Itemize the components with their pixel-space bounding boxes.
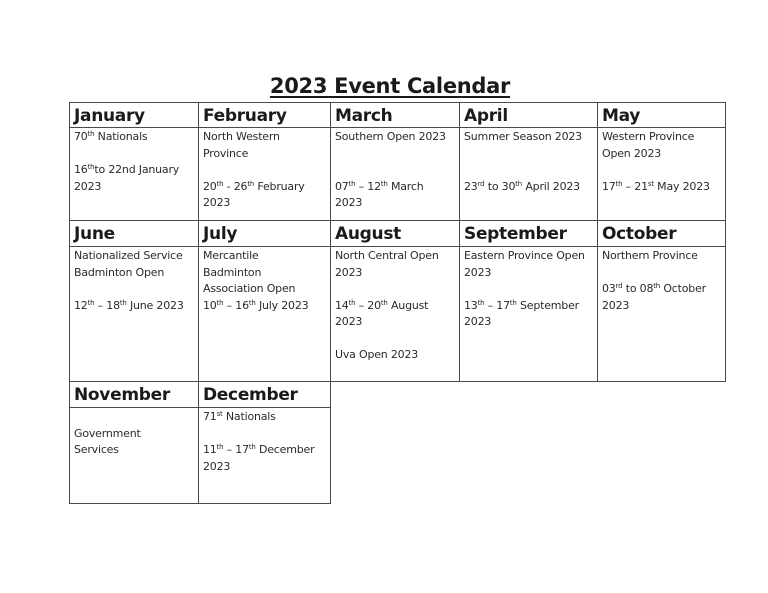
ordinal-suffix: th [515,179,523,188]
month-header-july: July [198,220,331,247]
event-text-line: Province [203,146,249,160]
ordinal-suffix: st [647,179,654,188]
event-text-line: Nationalized Service [74,249,183,262]
event-text-line: Open 2023 [602,146,662,160]
event-text-line: 07th – 12th March [335,179,424,193]
month-header-april: April [459,102,598,128]
month-header-october: October [597,220,726,247]
event-text-line: 03rd to 08th October [602,282,706,295]
event-text-line: Badminton Open [74,265,165,279]
month-header-february: February [198,102,331,128]
ordinal-suffix: rd [477,179,485,188]
event-text-line: Association Open [203,282,296,295]
event-text-line: North Central Open [335,249,439,262]
event-text-line: 12th – 18th June 2023 [74,298,184,312]
month-events-october [597,246,726,382]
month-events-august [330,246,460,382]
month-events-february [198,127,331,221]
ordinal-suffix: th [615,179,623,188]
event-text-line: Eastern Province Open [464,249,585,262]
month-header-november: November [69,381,199,408]
event-text-line: 70th Nationals [74,130,148,143]
event-text-line: 13th – 17th September [464,298,579,312]
blank-line [203,162,327,179]
month-events-april [459,127,598,221]
ordinal-suffix: th [477,298,485,307]
month-events-december [198,407,331,504]
blank-line [203,426,327,443]
blank-line [74,281,195,298]
month-header-january: January [69,102,199,128]
event-text-line: 2023 [203,459,231,473]
event-text-line: 2023 [335,315,363,328]
ordinal-suffix: th [87,163,95,171]
month-events-january [69,127,199,221]
ordinal-suffix: th [216,298,224,307]
ordinal-suffix: th [348,298,356,307]
event-text-line: 17th – 21st May 2023 [602,179,710,193]
event-text-line: Badminton [203,265,262,279]
blank-line [464,162,594,179]
month-events-september [459,246,598,382]
event-text-line: 2023 [464,265,492,279]
blank-line [602,162,722,179]
month-header-december: December [198,381,331,408]
month-events-november [69,407,199,504]
month-events-july [198,246,331,382]
month-header-august: August [330,220,460,247]
month-events-march [330,127,460,221]
ordinal-suffix: th [216,179,224,188]
event-text-line: 2023 [335,196,363,209]
month-header-june: June [69,220,199,247]
blank-line [464,146,594,163]
event-text-line: 2023 [74,179,102,193]
ordinal-suffix: th [380,298,388,307]
blank-line [464,281,594,298]
month-events-june [69,246,199,382]
month-header-may: May [597,102,726,128]
ordinal-suffix: rd [615,282,623,290]
ordinal-suffix: th [248,298,256,307]
ordinal-suffix: th [119,298,127,307]
blank-line [335,162,456,179]
blank-line [335,331,456,348]
ordinal-suffix: th [380,179,388,188]
page-title: 2023 Event Calendar [269,74,511,98]
ordinal-suffix: th [87,298,95,307]
event-text-line: North Western [203,130,280,143]
ordinal-suffix: th [248,443,256,451]
ordinal-suffix: th [509,298,517,307]
event-text-line: 71st Nationals [203,410,276,423]
blank-line [74,146,195,163]
event-text-line: 23rd to 30th April 2023 [464,179,580,193]
event-text-line: 16thto 22nd January [74,163,180,176]
event-text-line: Western Province [602,130,695,143]
event-text-line: 20th - 26th February [203,179,305,193]
ordinal-suffix: th [348,179,356,188]
event-text-line: 2023 [335,265,363,279]
event-text-line: Mercantile [203,249,259,262]
event-text-line: 2023 [602,298,630,312]
month-header-march: March [330,102,460,128]
event-text-line: 10th – 16th July 2023 [203,298,309,312]
ordinal-suffix: th [247,179,255,188]
event-text-line: 11th – 17th December [203,443,315,456]
event-text-line: Services [74,443,119,456]
ordinal-suffix: th [653,282,661,290]
event-text-line: Summer Season 2023 [464,130,582,143]
event-text-line: Southern Open 2023 [335,130,446,143]
blank-line [335,281,456,298]
blank-line [74,409,195,426]
ordinal-suffix: th [216,443,224,451]
ordinal-suffix: th [87,130,95,138]
ordinal-suffix: st [216,410,223,418]
event-text-line: Uva Open 2023 [335,348,419,361]
blank-line [602,265,722,282]
event-text-line: 14th – 20th August [335,298,429,312]
event-text-line: 2023 [464,315,492,328]
event-text-line: 2023 [203,196,231,209]
event-text-line: Northern Province [602,249,698,262]
event-text-line: Government [74,426,141,440]
month-events-may [597,127,726,221]
blank-line [335,146,456,163]
month-header-september: September [459,220,598,247]
